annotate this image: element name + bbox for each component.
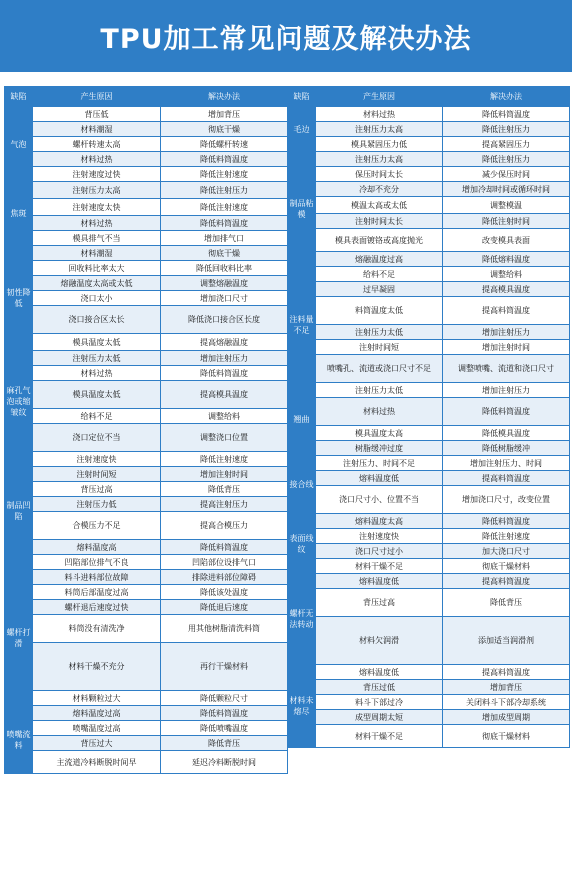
table-row (288, 214, 570, 229)
table-row (288, 695, 570, 710)
cause-cell: 模具温度太低 (33, 381, 161, 409)
table-row (288, 514, 570, 529)
defect-category: 毛边 (288, 107, 316, 152)
table-row (288, 529, 570, 544)
cause-cell: 保压时间太长 (316, 167, 443, 182)
solution-cell: 降低料筒温度 (443, 398, 570, 426)
solution-cell: 凹陷部位设排气口 (161, 555, 288, 570)
table-row (288, 325, 570, 340)
solution-cell: 提高合模压力 (161, 512, 288, 540)
cause-cell: 模温太高或太低 (316, 197, 443, 214)
cause-cell: 材料潮湿 (33, 246, 161, 261)
solution-cell: 排除进料部位障碍 (161, 570, 288, 585)
table-row (288, 398, 570, 426)
cause-cell: 背压低 (33, 107, 161, 122)
table-row (5, 721, 288, 736)
cause-cell: 熔料温度低 (316, 574, 443, 589)
cause-cell: 熔融温度过高 (316, 252, 443, 267)
defect-category: 制品粘模 (288, 152, 316, 267)
table-row (5, 452, 288, 467)
defect-category: 注料量不足 (288, 267, 316, 383)
table-row (288, 471, 570, 486)
cause-cell: 浇口定位不当 (33, 424, 161, 452)
solution-cell: 延迟冷料断脱时间 (161, 751, 288, 774)
cause-cell: 材料过热 (33, 216, 161, 231)
table-row (5, 137, 288, 152)
cause-cell: 浇口太小 (33, 291, 161, 306)
defect-category: 螺杆打滑 (5, 570, 33, 706)
cause-header: 产生原因 (33, 87, 161, 107)
solution-cell: 降低料筒温度 (161, 366, 288, 381)
cause-cell: 注射速度过快 (33, 167, 161, 182)
cause-cell: 背压过高 (33, 482, 161, 497)
table-row (5, 600, 288, 615)
cause-cell: 主流道冷料断脱时间早 (33, 751, 161, 774)
cause-cell: 模具排气不当 (33, 231, 161, 246)
cause-cell: 树脂缓冲过度 (316, 441, 443, 456)
table-row (5, 751, 288, 774)
defect-category: 喷嘴流料 (5, 706, 33, 774)
table-row (288, 441, 570, 456)
solution-cell: 彻底干燥 (161, 246, 288, 261)
cause-cell: 注射时间太长 (316, 214, 443, 229)
solution-cell: 添加适当润滑剂 (443, 617, 570, 665)
table-row (5, 246, 288, 261)
table-row (5, 216, 288, 231)
solution-cell: 降低料筒温度 (161, 540, 288, 555)
defect-header: 缺陷 (288, 87, 316, 107)
cause-cell: 熔料温度低 (316, 471, 443, 486)
solution-cell: 提高料筒温度 (443, 665, 570, 680)
table-row (5, 199, 288, 216)
solution-cell: 增加成型周期 (443, 710, 570, 725)
cause-cell: 材料干燥不足 (316, 725, 443, 748)
cause-cell: 注射压力太高 (33, 182, 161, 199)
cause-cell: 合模压力不足 (33, 512, 161, 540)
solution-cell: 提高料筒温度 (443, 297, 570, 325)
cause-cell: 料筒后部温度过高 (33, 585, 161, 600)
table-row (5, 585, 288, 600)
cause-cell: 熔料温度太高 (316, 514, 443, 529)
defect-category: 韧性降低 (5, 246, 33, 351)
table-row (288, 589, 570, 617)
table-row (5, 291, 288, 306)
cause-cell: 浇口尺寸小、位置不当 (316, 486, 443, 514)
solution-cell: 提高模具温度 (161, 381, 288, 409)
defect-category: 麻孔气泡或缩皱纹 (5, 351, 33, 452)
cause-cell: 模具温度太高 (316, 426, 443, 441)
cause-cell: 模具紧固压力低 (316, 137, 443, 152)
defect-category: 焦斑 (5, 182, 33, 246)
solution-cell: 增加注射压力 (443, 325, 570, 340)
solution-cell: 提高熔融温度 (161, 334, 288, 351)
solution-cell: 提高模具温度 (443, 282, 570, 297)
cause-cell: 回收料比率太大 (33, 261, 161, 276)
table-row (288, 137, 570, 152)
solution-cell: 再行干燥材料 (161, 643, 288, 691)
solution-cell: 提高注射压力 (161, 497, 288, 512)
right-defect-table (287, 86, 570, 748)
table-row (288, 725, 570, 748)
solution-cell: 降低料筒温度 (161, 706, 288, 721)
table-row (288, 197, 570, 214)
cause-cell: 浇口尺寸过小 (316, 544, 443, 559)
table-row (288, 122, 570, 137)
cause-cell: 螺杆退后速度过快 (33, 600, 161, 615)
table-row (288, 559, 570, 574)
table-row (288, 340, 570, 355)
table-row (5, 540, 288, 555)
solution-cell: 增加注射时间 (161, 467, 288, 482)
cause-cell: 材料过热 (316, 398, 443, 426)
solution-cell: 增加浇口尺寸，改变位置 (443, 486, 570, 514)
solution-cell: 降低料筒温度 (161, 152, 288, 167)
cause-cell: 材料干燥不充分 (33, 643, 161, 691)
table-row (288, 267, 570, 282)
table-row (5, 615, 288, 643)
table-row (288, 107, 570, 122)
table-row (288, 355, 570, 383)
cause-cell: 背压过低 (316, 680, 443, 695)
cause-cell: 熔料温度高 (33, 540, 161, 555)
cause-cell: 模具温度太低 (33, 334, 161, 351)
cause-cell: 材料过热 (33, 366, 161, 381)
defect-category: 表面线纹 (288, 514, 316, 574)
solution-cell: 彻底干燥材料 (443, 725, 570, 748)
solution-cell: 降低注射压力 (161, 182, 288, 199)
table-row (5, 467, 288, 482)
header-row (288, 87, 570, 107)
defect-category: 材料未熔尽 (288, 665, 316, 748)
defect-header: 缺陷 (5, 87, 33, 107)
table-row (5, 152, 288, 167)
solution-cell: 降低该处温度 (161, 585, 288, 600)
table-row (5, 555, 288, 570)
cause-cell: 熔料温度过高 (33, 706, 161, 721)
cause-cell: 喷嘴孔、流道或浇口尺寸不足 (316, 355, 443, 383)
table-row (5, 482, 288, 497)
title-banner (0, 0, 572, 72)
cause-cell: 材料过热 (316, 107, 443, 122)
solution-cell: 增加浇口尺寸 (161, 291, 288, 306)
solution-cell: 降低注射速度 (161, 452, 288, 467)
solution-cell: 降低背压 (161, 482, 288, 497)
defect-category: 螺杆无法转动 (288, 574, 316, 665)
table-row (288, 426, 570, 441)
table-row (288, 229, 570, 252)
solution-cell: 降低浇口接合区长度 (161, 306, 288, 334)
table-row (5, 706, 288, 721)
solution-cell: 增加注射压力、时间 (443, 456, 570, 471)
solution-cell: 改变模具表面 (443, 229, 570, 252)
solution-cell: 增加排气口 (161, 231, 288, 246)
cause-cell: 模具表面镀铬或高度抛光 (316, 229, 443, 252)
cause-cell: 冷却不充分 (316, 182, 443, 197)
defect-category: 制品凹陷 (5, 452, 33, 570)
solution-cell: 调整给料 (161, 409, 288, 424)
table-row (288, 486, 570, 514)
table-row (5, 424, 288, 452)
solution-cell: 降低注射时间 (443, 214, 570, 229)
cause-cell: 注射压力太低 (33, 351, 161, 366)
solution-cell: 调整喷嘴、流道和浇口尺寸 (443, 355, 570, 383)
table-row (288, 544, 570, 559)
solution-cell: 关闭料斗下部冷却系统 (443, 695, 570, 710)
cause-cell: 注射速度快 (33, 452, 161, 467)
cause-cell: 料斗进料部位故障 (33, 570, 161, 585)
table-row (5, 261, 288, 276)
cause-cell: 过早凝固 (316, 282, 443, 297)
solution-cell: 加大浇口尺寸 (443, 544, 570, 559)
table-row (5, 570, 288, 585)
solution-cell: 减少保压时间 (443, 167, 570, 182)
solution-cell: 降低熔料温度 (443, 252, 570, 267)
solution-cell: 降低背压 (443, 589, 570, 617)
cause-cell: 料斗下部过冷 (316, 695, 443, 710)
cause-cell: 注射速度快 (316, 529, 443, 544)
cause-cell: 材料过热 (33, 152, 161, 167)
cause-cell: 注射压力、时间不足 (316, 456, 443, 471)
table-row (5, 122, 288, 137)
solution-cell: 降低颗粒尺寸 (161, 691, 288, 706)
solution-cell: 降低注射压力 (443, 152, 570, 167)
solution-cell: 降低螺杆转速 (161, 137, 288, 152)
cause-cell: 凹陷部位排气不良 (33, 555, 161, 570)
solution-cell: 增加注射压力 (443, 383, 570, 398)
solution-cell: 降低注射速度 (443, 529, 570, 544)
solution-cell: 彻底干燥 (161, 122, 288, 137)
table-row (5, 497, 288, 512)
table-row (5, 182, 288, 199)
solution-cell: 降低喷嘴温度 (161, 721, 288, 736)
cause-cell: 料筒没有清洗净 (33, 615, 161, 643)
cause-cell: 注射压力太高 (316, 152, 443, 167)
cause-cell: 注射压力太高 (316, 122, 443, 137)
table-row (288, 282, 570, 297)
solution-cell: 增加冷却时间或循环时间 (443, 182, 570, 197)
solution-cell: 调整熔融温度 (161, 276, 288, 291)
table-row (288, 456, 570, 471)
header-row (5, 87, 288, 107)
cause-cell: 材料颗粒过大 (33, 691, 161, 706)
table-row (288, 152, 570, 167)
solution-cell: 提高紧固压力 (443, 137, 570, 152)
table-row (5, 691, 288, 706)
table-row (288, 574, 570, 589)
solution-cell: 降低料筒温度 (443, 514, 570, 529)
cause-cell: 熔料温度低 (316, 665, 443, 680)
cause-cell: 注射压力低 (33, 497, 161, 512)
defect-category: 翘曲 (288, 383, 316, 456)
cause-cell: 注射时间短 (33, 467, 161, 482)
page-title: TPU加工常见问题及解决办法 (100, 23, 472, 55)
cause-cell: 注射速度太快 (33, 199, 161, 216)
solution-cell: 降低注射速度 (161, 167, 288, 182)
cause-cell: 熔融温度太高或太低 (33, 276, 161, 291)
solution-cell: 降低料筒温度 (443, 107, 570, 122)
cause-cell: 注射压力太低 (316, 325, 443, 340)
table-row (5, 231, 288, 246)
defect-category: 气泡 (5, 107, 33, 182)
table-row (5, 306, 288, 334)
cause-cell: 浇口接合区太长 (33, 306, 161, 334)
cause-cell: 喷嘴温度过高 (33, 721, 161, 736)
cause-cell: 注射压力太低 (316, 383, 443, 398)
solution-cell: 降低模具温度 (443, 426, 570, 441)
table-row (288, 617, 570, 665)
table-row (288, 680, 570, 695)
cause-cell: 材料干燥不足 (316, 559, 443, 574)
solution-cell: 降低回收料比率 (161, 261, 288, 276)
solution-header: 解决办法 (161, 87, 288, 107)
table-row (288, 252, 570, 267)
solution-cell: 调整模温 (443, 197, 570, 214)
table-row (5, 366, 288, 381)
solution-cell: 彻底干燥材料 (443, 559, 570, 574)
cause-cell: 给料不足 (33, 409, 161, 424)
table-row (5, 643, 288, 691)
cause-cell: 背压过高 (316, 589, 443, 617)
table-row (5, 381, 288, 409)
table-row (5, 167, 288, 182)
table-row (5, 409, 288, 424)
solution-cell: 增加注射时间 (443, 340, 570, 355)
table-row (5, 334, 288, 351)
solution-cell: 提高料筒温度 (443, 471, 570, 486)
solution-cell: 增加背压 (161, 107, 288, 122)
table-row (5, 107, 288, 122)
cause-header: 产生原因 (316, 87, 443, 107)
table-row (288, 383, 570, 398)
cause-cell: 料筒温度太低 (316, 297, 443, 325)
table-row (288, 182, 570, 197)
solution-cell: 降低注射速度 (161, 199, 288, 216)
solution-cell: 降低料筒温度 (161, 216, 288, 231)
solution-cell: 提高料筒温度 (443, 574, 570, 589)
table-row (5, 276, 288, 291)
table-row (288, 297, 570, 325)
cause-cell: 背压过大 (33, 736, 161, 751)
table-row (288, 665, 570, 680)
solution-header: 解决办法 (443, 87, 570, 107)
defect-category: 接合线 (288, 456, 316, 514)
table-row (5, 512, 288, 540)
table-row (288, 710, 570, 725)
solution-cell: 调整给料 (443, 267, 570, 282)
cause-cell: 材料欠润滑 (316, 617, 443, 665)
solution-cell: 降低树脂缓冲 (443, 441, 570, 456)
cause-cell: 成型周期太短 (316, 710, 443, 725)
cause-cell: 注射时间短 (316, 340, 443, 355)
cause-cell: 螺杆转速太高 (33, 137, 161, 152)
solution-cell: 降低背压 (161, 736, 288, 751)
cause-cell: 材料潮湿 (33, 122, 161, 137)
cause-cell: 给料不足 (316, 267, 443, 282)
table-row (5, 736, 288, 751)
solution-cell: 用其他树脂清洗料筒 (161, 615, 288, 643)
solution-cell: 增加注射压力 (161, 351, 288, 366)
solution-cell: 降低退后速度 (161, 600, 288, 615)
solution-cell: 调整浇口位置 (161, 424, 288, 452)
solution-cell: 降低注射压力 (443, 122, 570, 137)
solution-cell: 增加背压 (443, 680, 570, 695)
table-row (5, 351, 288, 366)
table-row (288, 167, 570, 182)
left-defect-table (4, 86, 288, 774)
